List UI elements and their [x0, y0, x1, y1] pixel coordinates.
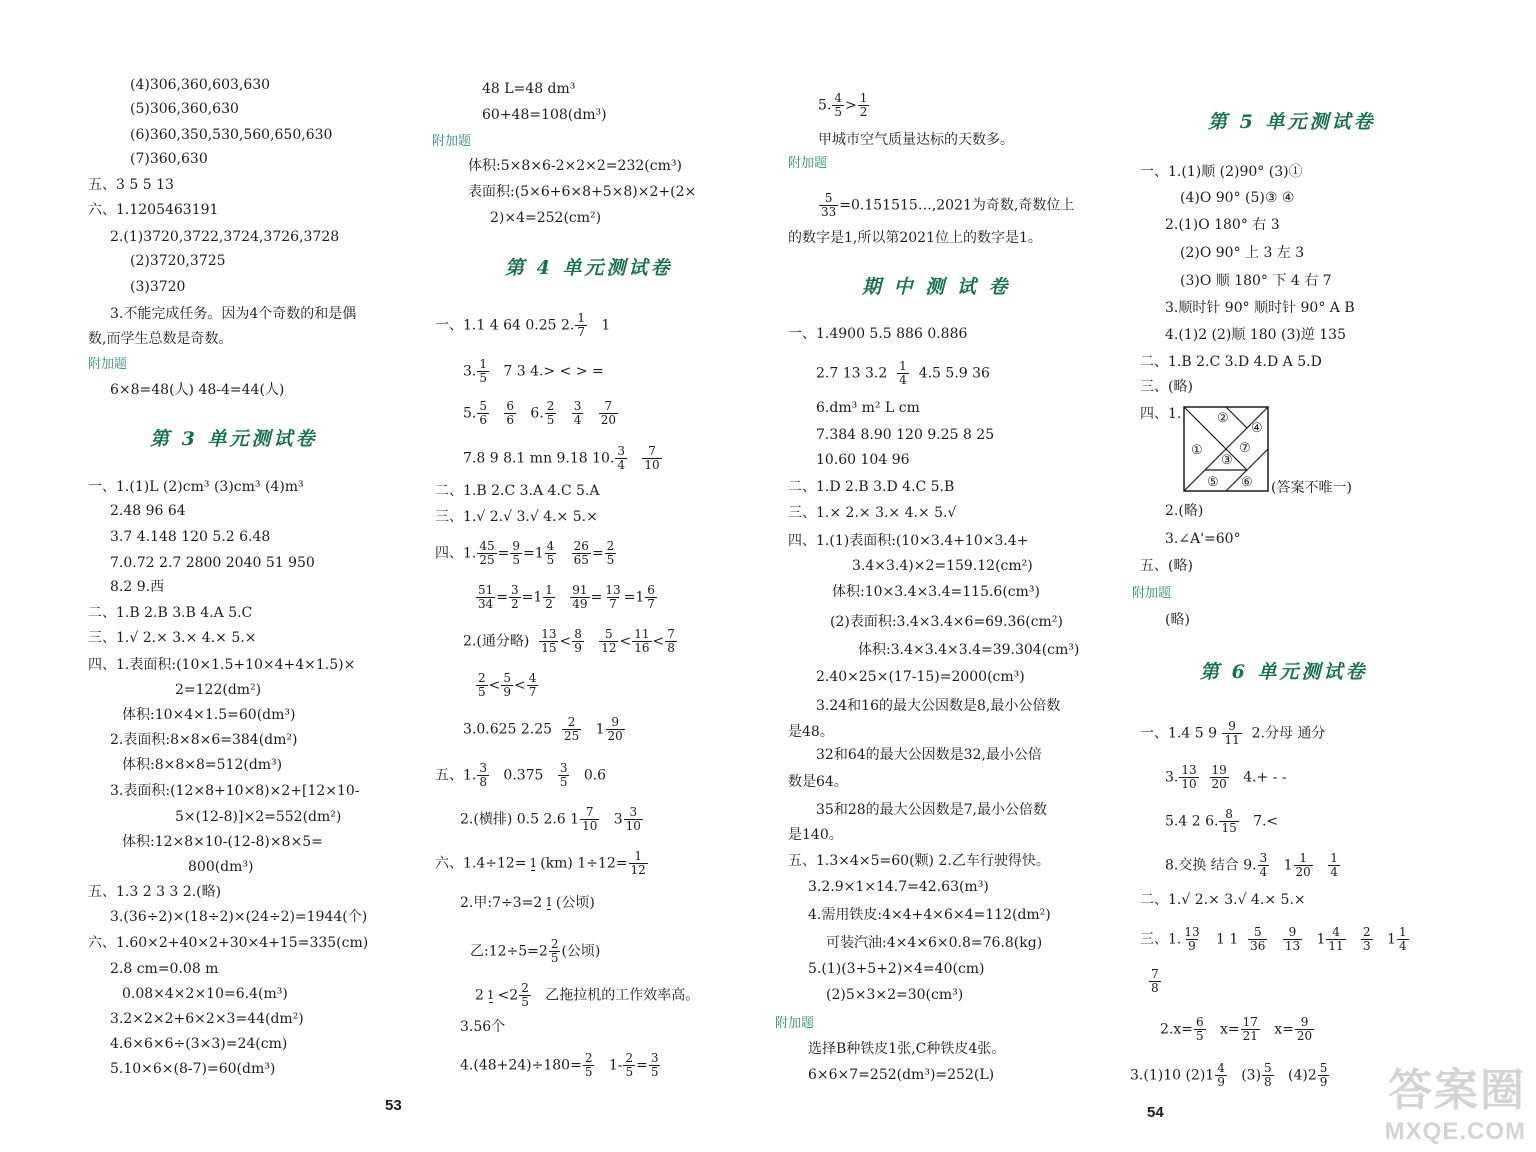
fraction: $\frac{91}{49}$ — [572, 583, 588, 611]
fraction: $\frac{5}{33}$ — [821, 191, 837, 219]
answer-line: 2.8 cm=0.08 m — [110, 961, 219, 977]
answer-line: 2.表面积:8×8×6=384(dm²) — [110, 732, 298, 748]
answer-line: 六、1.4÷12= 1 (km) 1÷12= $\frac{1}{12}$ — [435, 849, 646, 877]
answer-line: 35和28的最大公因数是7,最小公倍数 — [816, 802, 1047, 818]
answer-line: (4)306,360,603,630 — [130, 77, 271, 93]
answer-line: 一、1.4 5 9 $\frac{9}{11}$ 2.分母 通分 — [1140, 719, 1326, 747]
tangram-label: ③ — [1221, 453, 1233, 468]
section-heading: 期 中 测 试 卷 — [862, 276, 1011, 298]
answer-line: 3.0.625 2.25 $\frac{2}{25}$ 1 $\frac{9}{20}$ — [463, 715, 623, 743]
answer-line: 体积:3.4×3.4×3.4=39.304(cm³) — [858, 642, 1080, 658]
fraction: $\frac{2}{5}$ — [478, 671, 486, 699]
answer-line: 2.(横排) 0.5 2.6 1 $\frac{7}{10}$ 3 $\frac{3}{10}$ — [460, 805, 641, 833]
fraction: $\frac{4}{5}$ — [546, 539, 555, 567]
answer-line: 二、1.B 2.C 3.D 4.D A 5.D — [1140, 354, 1322, 370]
fraction: $\frac{5}{9}$ — [1319, 1061, 1328, 1089]
answer-line: 3.4×3.4)×2=159.12(cm²) — [852, 558, 1033, 574]
answer-line: 3.2.9×1×14.7=42.63(m³) — [808, 879, 989, 895]
answer-line: 2.x= $\frac{6}{5}$ x= $\frac{17}{21}$ x= $\frac{9}{20}$ — [1160, 1015, 1313, 1043]
fraction: $\frac{1}{5}$ — [479, 357, 487, 385]
answer-line: (7)360,630 — [130, 151, 208, 167]
answer-line: 体积:10×4×1.5=60(dm³) — [122, 707, 296, 723]
answer-line: (3)O 顺 180° 下 4 右 7 — [1180, 273, 1332, 289]
bonus-label: 附加题 — [88, 357, 128, 372]
answer-line: 3.(1)10 (2)1 $\frac{4}{9}$ (3) $\frac{5}{8}$ (4)2 $\frac{5}{9}$ — [1130, 1061, 1328, 1089]
answer-line: 表面积:(5×6+6×8+5×8)×2+(2× — [468, 184, 697, 200]
answer-line: 体积:5×8×6-2×2×2=232(cm³) — [468, 158, 682, 174]
fraction: $\frac{4}{11}$ — [1328, 925, 1344, 953]
answer-note: (答案不唯一) — [1271, 480, 1352, 496]
answer-line: 甲城市空气质量达标的天数多。 — [818, 132, 1014, 148]
answer-line: (2)表面积:3.4×3.4×6=69.36(cm²) — [830, 614, 1063, 630]
answer-line: 2.(1)3720,3722,3724,3726,3728 — [110, 229, 340, 245]
answer-line: 3.7 4.148 120 5.2 6.48 — [110, 529, 271, 545]
answer-line: 三、1.√ 2.√ 3.√ 4.× 5.× — [435, 509, 598, 525]
fraction: $\frac{13}{9}$ — [1184, 925, 1200, 953]
fraction: $\frac{2}{25}$ — [563, 715, 580, 743]
answer-line: 2.甲:7÷3=2 1 (公顷) — [460, 895, 595, 911]
answer-line: (5)306,360,630 — [130, 101, 239, 117]
fraction: $\frac{7}{8}$ — [667, 627, 675, 655]
fraction: $\frac{9}{13}$ — [1284, 925, 1301, 953]
answer-line: 3.不能完成任务。因为4个奇数的和是偶 — [110, 306, 357, 322]
answer-line: 3.∠A'=60° — [1165, 531, 1241, 547]
fraction: $\frac{8}{15}$ — [1221, 807, 1237, 835]
answer-line: 48 L=48 dm³ — [482, 81, 576, 97]
fraction: $\frac{7}{20}$ — [600, 399, 616, 427]
answer-line: 三、1.√ 2.× 3.× 4.× 5.× — [88, 630, 257, 646]
fraction: $\frac{1}{4}$ — [1330, 851, 1338, 879]
answer-line: 可装汽油:4×4×6×0.8=76.8(kg) — [826, 935, 1043, 951]
bonus-label: 附加题 — [1132, 586, 1172, 601]
answer-line: 8.2 9.西 — [110, 579, 165, 595]
answer-line: 2.7 13 3.2 $\frac{1}{4}$ 4.5 5.9 36 — [816, 359, 990, 387]
answer-line: 二、1.B 2.C 3.A 4.C 5.A — [435, 483, 600, 499]
answer-line: (2)3720,3725 — [130, 253, 226, 269]
fraction: $\frac{5}{6}$ — [479, 399, 487, 427]
answer-line: 2 1 <2 $\frac{2}{5}$ 乙拖拉机的工作效率高。 — [475, 981, 700, 1009]
answer-line: 是140。 — [788, 827, 843, 843]
answer-line: 一、1.(1)L (2)cm³ (3)cm³ (4)m³ — [88, 479, 304, 495]
answer-line: 3. $\frac{1}{5}$ 7 3 4.> < > = — [463, 357, 604, 385]
fraction: $\frac{13}{10}$ — [1181, 763, 1197, 791]
fraction: $\frac{1}{7}$ — [577, 311, 585, 339]
bonus-label: 附加题 — [788, 156, 828, 171]
answer-line: 体积:12×8×10-(12-8)×8×5= — [122, 834, 323, 850]
fraction: $\frac{7}{8}$ — [1151, 967, 1159, 995]
answer-line: 3.顺时针 90° 顺时针 90° A B — [1165, 300, 1355, 316]
tangram-label: ② — [1217, 411, 1229, 426]
answer-line: 选择B种铁皮1张,C种铁皮4张。 — [808, 1041, 1006, 1057]
answer-line: 5×(12-8)]×2=552(dm²) — [175, 809, 342, 825]
answer-line: 6×8=48(人) 48-4=44(人) — [110, 382, 285, 398]
fraction: $\frac{17}{21}$ — [1242, 1015, 1258, 1043]
answer-line: (2)O 90° 上 3 左 3 — [1180, 245, 1305, 261]
fraction: $\frac{11}{16}$ — [634, 627, 650, 655]
page-number: 53 — [385, 1097, 402, 1114]
answer-line: $\frac{51}{34}$ = $\frac{3}{2}$ =1 $\frac{1}{2}$ $\frac{91}{49}$ = $\frac{13}{7}$ =1 $\frac{6}{7}$ — [478, 583, 655, 611]
answer-line: 二、1.B 2.B 3.B 4.A 5.C — [88, 605, 253, 621]
answer-line: 5.(1)(3+5+2)×4=40(cm) — [808, 961, 985, 977]
fraction: $\frac{9}{5}$ — [512, 539, 521, 567]
answer-line: 2)×4=252(cm²) — [490, 210, 602, 226]
answer-line: 2.40×25×(17-15)=2000(cm³) — [816, 669, 1025, 685]
answer-line: 2.48 96 64 — [110, 503, 186, 519]
tangram-label: ⑥ — [1241, 475, 1253, 490]
fraction: $\frac{7}{10}$ — [582, 805, 598, 833]
fraction: $\frac{6}{7}$ — [647, 583, 655, 611]
answer-line: 6.dm³ m² L cm — [816, 400, 920, 416]
answer-line: 数,而学生总数是奇数。 — [88, 331, 233, 347]
answer-line: 四、1. — [1140, 406, 1182, 422]
answer-line: 2.(通分略) $\frac{13}{15}$ < $\frac{8}{9}$ $\frac{5}{12}$ < $\frac{11}{16}$ < $\frac{7}{8}$ — [463, 627, 675, 655]
answer-line: 三、1. $\frac{13}{9}$ 1 1 $\frac{5}{36}$ $\frac{9}{13}$ 1 $\frac{4}{11}$ $\frac{2}{3}$ 1 $\frac{1}{4}$ — [1140, 925, 1407, 953]
fraction: $\frac{2}{5}$ — [546, 399, 555, 427]
fraction: $\frac{9}{20}$ — [607, 715, 623, 743]
answer-line: (略) — [1165, 612, 1190, 628]
fraction: $\frac{1}{2}$ — [859, 91, 868, 119]
fraction: $\frac{9}{11}$ — [1224, 719, 1240, 747]
fraction: $\frac{1}{20}$ — [1295, 851, 1311, 879]
answer-line: 7.0.72 2.7 2800 2040 51 950 — [110, 555, 315, 571]
section-heading: 第 3 单元测试卷 — [150, 428, 318, 450]
fraction: $\frac{2}{5}$ — [521, 981, 529, 1009]
answer-line: (6)360,350,530,560,650,630 — [130, 127, 333, 143]
answer-line: 2=122(dm²) — [175, 682, 262, 698]
answer-line: 3.24和16的最大公因数是8,最小公倍数 — [816, 698, 1061, 714]
fraction: $\frac{5}{9}$ — [503, 671, 512, 699]
fraction: $\frac{19}{20}$ — [1211, 763, 1227, 791]
fraction: $\frac{13}{7}$ — [605, 583, 621, 611]
fraction: $\frac{26}{65}$ — [573, 539, 589, 567]
fraction: $\frac{13}{15}$ — [541, 627, 557, 655]
fraction: $\frac{3}{2}$ — [511, 583, 519, 611]
tangram-label: ⑦ — [1239, 441, 1251, 456]
fraction: $\frac{51}{34}$ — [478, 583, 494, 611]
fraction: $\frac{2}{5}$ — [606, 539, 615, 567]
answer-line: 3.2×2×2+6×2×3=44(dm²) — [110, 1011, 304, 1027]
fraction: $\frac{4}{5}$ — [834, 91, 842, 119]
answer-line: 2.(1)O 180° 右 3 — [1165, 217, 1280, 233]
section-heading: 第 6 单元测试卷 — [1200, 661, 1368, 683]
answer-line: 3.56个 — [460, 1019, 506, 1035]
answer-line: (2)5×3×2=30(cm³) — [826, 987, 964, 1003]
answer-line: 三、1.× 2.× 3.× 4.× 5.√ — [788, 505, 957, 521]
answer-line: (3)3720 — [130, 279, 186, 295]
answer-line: 四、1. $\frac{45}{25}$ = $\frac{9}{5}$ =1 $\frac{4}{5}$ $\frac{26}{65}$ = $\frac{2}{5}$ — [435, 539, 615, 567]
answer-line: 4.(48+24)÷180= $\frac{2}{5}$ 1- $\frac{2}{5}$ = $\frac{3}{5}$ — [460, 1051, 659, 1079]
watermark — [1385, 1054, 1526, 1146]
answer-line: 7.384 8.90 120 9.25 8 25 — [816, 427, 995, 443]
tangram-label: ① — [1191, 443, 1203, 458]
fraction: $\frac{3}{8}$ — [479, 761, 487, 789]
fraction: $\frac{2}{5}$ — [550, 937, 559, 965]
fraction: $\frac{1}{4}$ — [899, 359, 907, 387]
answer-line — [1148, 968, 1162, 995]
answer-line: 4.需用铁皮:4×4+4×6×4=112(dm²) — [808, 907, 1051, 923]
answer-line: 乙:12÷5=2 $\frac{2}{5}$ (公顷) — [470, 937, 601, 965]
answer-line: 二、1.√ 2.× 3.√ 4.× 5.× — [1140, 892, 1306, 908]
answer-line: 3.表面积:(12×8+10×8)×2+[12×10- — [110, 783, 360, 799]
answer-line: 2.(略) — [1165, 503, 1204, 519]
tangram-figure — [1183, 406, 1269, 492]
answer-line: 5.4 2 6. $\frac{8}{15}$ 7.< — [1165, 807, 1279, 835]
answer-line: 7.8 9 8.1 mn 9.18 10. $\frac{3}{4}$ $\frac{7}{10}$ — [463, 444, 660, 472]
answer-line: 0.08×4×2×10=6.4(m³) — [122, 986, 288, 1002]
tangram-label: ⑤ — [1207, 475, 1219, 490]
fraction: $\frac{5}{8}$ — [1264, 1061, 1272, 1089]
tangram-label: ④ — [1251, 421, 1263, 436]
fraction: $\frac{3}{5}$ — [650, 1051, 659, 1079]
bonus-label: 附加题 — [432, 134, 472, 149]
watermark-title: 答案圈 — [1388, 1066, 1526, 1115]
fraction: $\frac{8}{9}$ — [574, 627, 582, 655]
answer-line: 一、1.4900 5.5 886 0.886 — [788, 326, 968, 342]
fraction: $\frac{1}{12}$ — [630, 849, 646, 877]
answer-line: 是48。 — [788, 724, 834, 740]
fraction: $\frac{2}{5}$ — [584, 1051, 593, 1079]
section-heading: 第 4 单元测试卷 — [505, 257, 673, 279]
answer-line: 10.60 104 96 — [816, 452, 910, 468]
fraction: $\frac{45}{25}$ — [479, 539, 495, 567]
fraction: $\frac{3}{4}$ — [617, 444, 626, 472]
answer-line: 4.(1)2 (2)顺 180 (3)逆 135 — [1165, 327, 1347, 343]
answer-line: 5. $\frac{4}{5}$ > $\frac{1}{2}$ — [818, 91, 868, 119]
answer-line: 4.6×6×6÷(3×3)=24(cm) — [110, 1036, 288, 1052]
answer-line: 三、(略) — [1140, 379, 1193, 395]
answer-line: 800(dm³) — [188, 859, 254, 875]
fraction: $\frac{5}{12}$ — [601, 627, 617, 655]
answer-line: 一、1.(1)顺 (2)90° (3)① — [1140, 164, 1303, 180]
answer-line: 五、3 5 5 13 — [88, 177, 174, 193]
answer-line: 五、1.3×4×5=60(颗) 2.乙车行驶得快。 — [788, 853, 1050, 869]
answer-line: 二、1.D 2.B 3.D 4.C 5.B — [788, 479, 955, 495]
fraction: $\frac{7}{10}$ — [644, 444, 660, 472]
answer-line: 四、1.表面积:(10×1.5+10×4+4×1.5)× — [88, 657, 356, 673]
page-number: 54 — [1147, 1104, 1164, 1121]
fraction: $\frac{4}{7}$ — [528, 671, 537, 699]
fraction: 1 — [545, 895, 553, 909]
fraction: $\frac{6}{6}$ — [506, 399, 514, 427]
fraction: $\frac{3}{4}$ — [1259, 851, 1268, 879]
fraction: $\frac{6}{5}$ — [1195, 1015, 1204, 1043]
answer-line: 六、1.1205463191 — [88, 202, 219, 218]
fraction: $\frac{3}{10}$ — [625, 805, 641, 833]
fraction: $\frac{4}{9}$ — [1217, 1061, 1225, 1089]
answer-line: 五、1. $\frac{3}{8}$ 0.375 $\frac{3}{5}$ 0.6 — [435, 761, 607, 789]
answer-line: $\frac{2}{5}$ < $\frac{5}{9}$ < $\frac{4}{7}$ — [478, 671, 537, 699]
answer-line: 五、(略) — [1140, 558, 1193, 574]
answer-line: 8.交换 结合 9. $\frac{3}{4}$ 1 $\frac{1}{20}$ $\frac{1}{4}$ — [1165, 851, 1338, 879]
fraction: $\frac{9}{20}$ — [1296, 1015, 1313, 1043]
answer-line: 五、1.3 2 3 3 2.(略) — [88, 884, 222, 900]
answer-line: 数是64。 — [788, 774, 848, 790]
fraction: $\frac{5}{36}$ — [1250, 925, 1266, 953]
fraction: 1 — [486, 987, 495, 1002]
fraction: $\frac{2}{5}$ — [625, 1051, 634, 1079]
bonus-label: 附加题 — [775, 1016, 815, 1031]
answer-line: 体积:8×8×8=512(dm³) — [122, 757, 283, 773]
fraction: $\frac{3}{4}$ — [573, 399, 582, 427]
fraction: 1 — [529, 855, 538, 870]
answer-line: 3. $\frac{13}{10}$ $\frac{19}{20}$ 4.+ - - — [1165, 763, 1287, 791]
answer-line: 32和64的最大公因数是32,最小公倍 — [816, 747, 1042, 763]
fraction: $\frac{1}{2}$ — [545, 583, 553, 611]
answer-line: (4)O 90° (5)③ ④ — [1180, 190, 1295, 206]
answer-line: $\frac{5}{33}$ =0.151515…,2021为奇数,奇数位上 — [821, 191, 1075, 219]
answer-line: 的数字是1,所以第2021位上的数字是1。 — [788, 230, 1042, 246]
answer-line: 3.(36÷2)×(18÷2)×(24÷2)=1944(个) — [110, 909, 368, 925]
answer-line: 六、1.60×2+40×2+30×4+15=335(cm) — [88, 935, 369, 951]
fraction: $\frac{1}{4}$ — [1398, 925, 1407, 953]
fraction: $\frac{3}{5}$ — [559, 761, 568, 789]
answer-line: 5.10×6×(8-7)=60(dm³) — [110, 1061, 276, 1077]
answer-line: 6×6×7=252(dm³)=252(L) — [808, 1067, 995, 1083]
watermark-url: MXQE.COM — [1384, 1118, 1526, 1145]
answer-line: 5. $\frac{5}{6}$ $\frac{6}{6}$ 6. $\frac{2}{5}$ $\frac{3}{4}$ $\frac{7}{20}$ — [463, 399, 616, 427]
answer-line: 一、1.1 4 64 0.25 2. $\frac{1}{7}$ 1 — [435, 311, 611, 339]
section-heading: 第 5 单元测试卷 — [1208, 111, 1376, 133]
answer-line: 体积:10×3.4×3.4=115.6(cm³) — [832, 584, 1040, 600]
fraction: $\frac{2}{3}$ — [1363, 925, 1371, 953]
answer-line: 60+48=108(dm³) — [482, 107, 607, 123]
answer-line: 四、1.(1)表面积:(10×3.4+10×3.4+ — [788, 533, 1029, 549]
